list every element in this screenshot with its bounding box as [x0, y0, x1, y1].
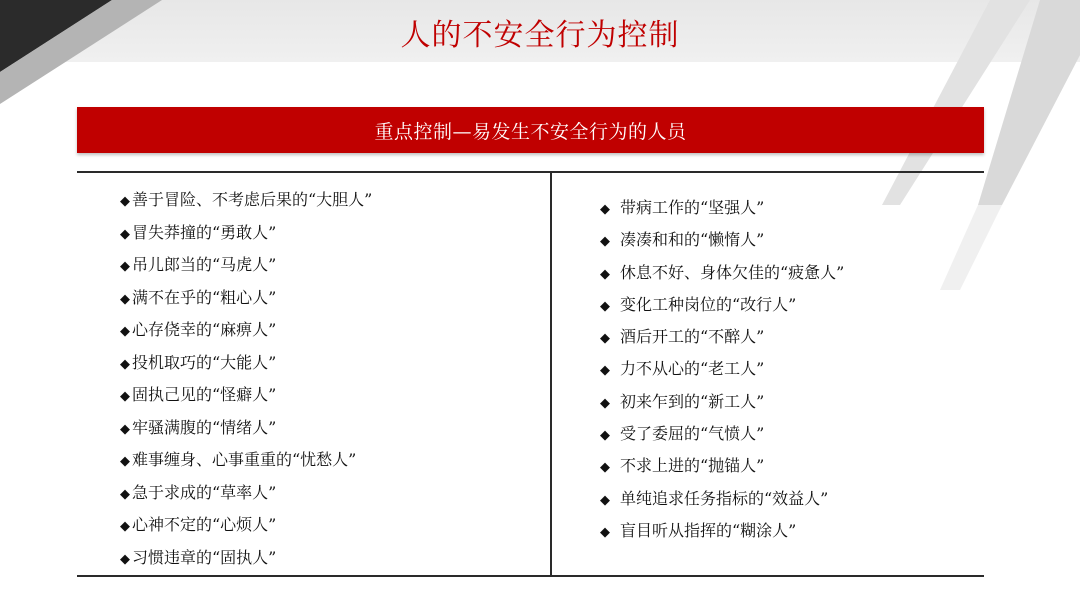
- list-item-text: 凑凑和和的“懒惰人”: [620, 230, 765, 250]
- list-item: [120, 379, 372, 412]
- list-item: [120, 509, 372, 542]
- diamond-bullet-icon: ◆: [120, 454, 130, 469]
- list-item-text: 冒失莽撞的“勇敢人”: [132, 222, 277, 242]
- list-item-text: 单纯追求任务指标的“效益人”: [620, 488, 829, 508]
- diamond-bullet-icon: ◆: [120, 356, 130, 372]
- list-item: [600, 192, 844, 224]
- column-divider: [550, 173, 552, 575]
- list-item-text: 休息不好、身体欠佳的“疲惫人”: [620, 262, 845, 282]
- list-item-text: 心神不定的“心烦人”: [132, 515, 277, 534]
- diamond-bullet-icon: ◆: [120, 291, 130, 307]
- list-item-text: 习惯违章的“固执人”: [132, 547, 277, 567]
- diamond-bullet-icon: ◆: [600, 234, 610, 250]
- diamond-bullet-icon: ◆: [120, 421, 130, 437]
- list-item-text: 急于求成的“草率人”: [132, 482, 277, 502]
- list-item-text: 吊儿郎当的“马虎人”: [132, 255, 277, 274]
- table-bottom-rule: [77, 575, 984, 577]
- list-item: [120, 542, 372, 575]
- list-item: [600, 483, 844, 515]
- diamond-bullet-icon: ◆: [120, 551, 130, 567]
- page-title: 人的不安全行为控制: [400, 18, 680, 53]
- list-item-text: 带病工作的“坚强人”: [620, 198, 765, 217]
- list-item-text: 满不在乎的“粗心人”: [132, 287, 277, 307]
- list-item: [120, 249, 372, 282]
- diamond-bullet-icon: ◆: [120, 194, 130, 209]
- list-item-text: 酒后开工的“不醉人”: [620, 327, 765, 347]
- diamond-bullet-icon: ◆: [120, 519, 130, 534]
- diamond-bullet-icon: ◆: [120, 486, 130, 502]
- diamond-bullet-icon: ◆: [600, 428, 610, 444]
- list-item-text: 力不从心的“老工人”: [620, 359, 765, 379]
- list-item: [600, 257, 844, 289]
- list-item: [600, 386, 844, 418]
- list-item: [120, 184, 372, 217]
- diamond-bullet-icon: ◆: [600, 363, 610, 379]
- list-item-text: 盲目听从指挥的“糊涂人”: [620, 520, 797, 540]
- list-item: [600, 321, 844, 353]
- list-item: [120, 412, 372, 445]
- list-item: [120, 477, 372, 510]
- diamond-bullet-icon: ◆: [600, 266, 610, 282]
- diamond-bullet-icon: ◆: [600, 492, 610, 508]
- list-item: [600, 289, 844, 321]
- section-banner: [77, 107, 984, 153]
- list-item-text: 投机取巧的“大能人”: [132, 352, 277, 372]
- list-item-text: 固执己见的“怪癖人”: [132, 385, 277, 404]
- list-item: [600, 353, 844, 385]
- diamond-bullet-icon: ◆: [600, 331, 610, 347]
- left-list: [120, 184, 372, 574]
- list-item-text: 牢骚满腹的“情绪人”: [132, 417, 277, 437]
- list-item-text: 变化工种岗位的“改行人”: [620, 294, 797, 314]
- diamond-bullet-icon: ◆: [120, 259, 130, 274]
- list-item-text: 难事缠身、心事重重的“忧愁人”: [132, 450, 357, 469]
- diamond-bullet-icon: ◆: [600, 395, 610, 411]
- list-item-text: 善于冒险、不考虑后果的“大胆人”: [132, 190, 373, 209]
- right-list: [600, 192, 844, 547]
- banner-text: 重点控制—易发生不安全行为的人员: [374, 120, 687, 143]
- list-item: [120, 314, 372, 347]
- list-item: [600, 450, 844, 482]
- list-item: [120, 347, 372, 380]
- list-item: [120, 217, 372, 250]
- list-item-text: 不求上进的“抛锚人”: [620, 456, 765, 476]
- list-item: [120, 282, 372, 315]
- table-top-rule: [77, 171, 984, 173]
- list-item: [600, 224, 844, 256]
- diamond-bullet-icon: ◆: [120, 226, 130, 242]
- list-item-text: 初来乍到的“新工人”: [620, 391, 765, 411]
- diamond-bullet-icon: ◆: [600, 460, 610, 476]
- list-item-text: 受了委屈的“气愤人”: [620, 424, 765, 444]
- list-item: [600, 418, 844, 450]
- diamond-bullet-icon: ◆: [600, 524, 610, 540]
- list-item-text: 心存侥幸的“麻痹人”: [132, 320, 277, 339]
- list-item: [120, 444, 372, 477]
- diamond-bullet-icon: ◆: [600, 298, 610, 314]
- diamond-bullet-icon: ◆: [120, 324, 130, 339]
- diamond-bullet-icon: ◆: [120, 389, 130, 404]
- diamond-bullet-icon: ◆: [600, 202, 610, 217]
- list-item: [600, 515, 844, 547]
